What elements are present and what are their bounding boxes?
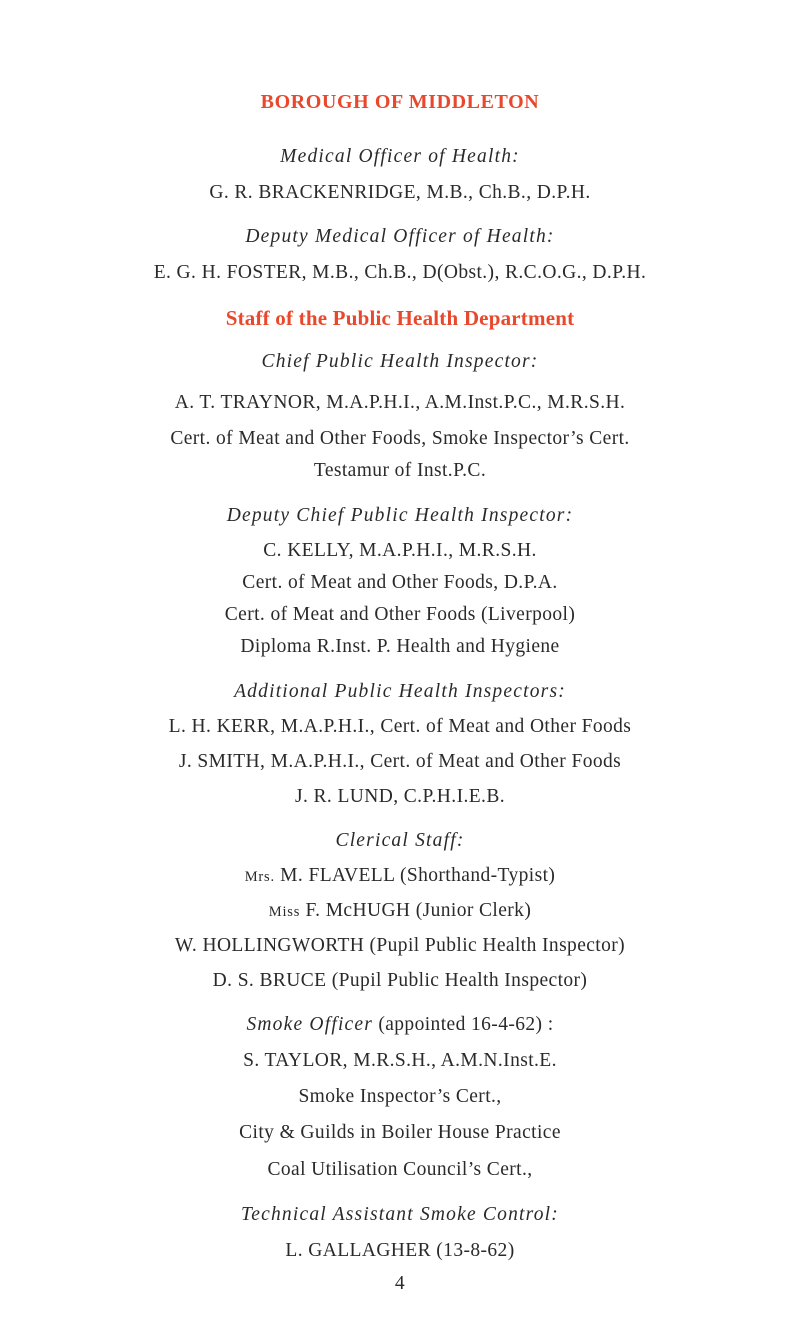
smoke-line: Coal Utilisation Council’s Cert., [267,1159,533,1180]
chief-phi-line: A. T. TRAYNOR, M.A.P.H.I., A.M.Inst.P.C., M.R.S.H. [174,392,626,413]
clerical-line [0,899,800,924]
technical-assistant-title: Technical Assistant Smoke Control: [241,1204,559,1225]
borough-heading: BOROUGH OF MIDDLETON [260,91,540,113]
additional-phi-line: J. SMITH, M.A.P.H.I., Cert. of Meat and Other Foods [178,751,622,772]
deputy-chief-phi-line: C. KELLY, M.A.P.H.I., M.R.S.H. [263,540,537,561]
smoke-line: City & Guilds in Boiler House Practice [239,1122,561,1143]
additional-phi-line: L. H. KERR, M.A.P.H.I., Cert. of Meat and Other Foods [168,716,632,737]
staff-heading: Staff of the Public Health Department [225,306,575,330]
deputy-moh-name: E. G. H. FOSTER, M.B., Ch.B., D(Obst.), R.C.O.G., D.P.H. [153,262,647,283]
deputy-chief-phi-line: Diploma R.Inst. P. Health and Hygiene [240,636,560,657]
deputy-chief-phi-line: Cert. of Meat and Other Foods, D.P.A. [242,572,558,593]
clerical-mrs-rest: M. FLAVELL (Shorthand-Typist) [274,865,556,886]
smoke-officer-note: (appointed 16-4-62) : [373,1014,554,1035]
smoke-officer-label: Smoke Officer [246,1014,374,1035]
clerical-line [0,864,800,889]
clerical-miss-rest: F. McHUGH (Junior Clerk) [300,900,532,921]
page-number: 4 [394,1273,406,1294]
technical-assistant-name: L. GALLAGHER (13-8-62) [285,1240,515,1261]
moh-name: G. R. BRACKENRIDGE, M.B., Ch.B., D.P.H. [209,182,591,203]
clerical-miss-prefix: Miss [268,904,301,920]
additional-phi-title: Additional Public Health Inspectors: [234,681,566,702]
chief-phi-line: Cert. of Meat and Other Foods, Smoke Inspector’s Cert. [170,428,630,449]
deputy-chief-phi-line: Cert. of Meat and Other Foods (Liverpool) [224,604,576,625]
deputy-moh-title: Deputy Medical Officer of Health: [245,226,555,247]
moh-title: Medical Officer of Health: [280,146,520,167]
clerical-line: D. S. BRUCE (Pupil Public Health Inspector) [212,970,588,991]
smoke-line: Smoke Inspector’s Cert., [298,1086,502,1107]
deputy-chief-phi-title: Deputy Chief Public Health Inspector: [226,505,574,526]
clerical-title: Clerical Staff: [335,830,465,851]
chief-phi-title: Chief Public Health Inspector: [261,351,539,372]
chief-phi-line: Testamur of Inst.P.C. [313,460,487,481]
clerical-mrs-prefix: Mrs. [244,869,275,885]
clerical-line: W. HOLLINGWORTH (Pupil Public Health Inspector) [174,935,626,956]
smoke-officer-title [0,1013,800,1037]
additional-phi-line: J. R. LUND, C.P.H.I.E.B. [294,786,506,807]
smoke-line: S. TAYLOR, M.R.S.H., A.M.N.Inst.E. [243,1050,557,1071]
